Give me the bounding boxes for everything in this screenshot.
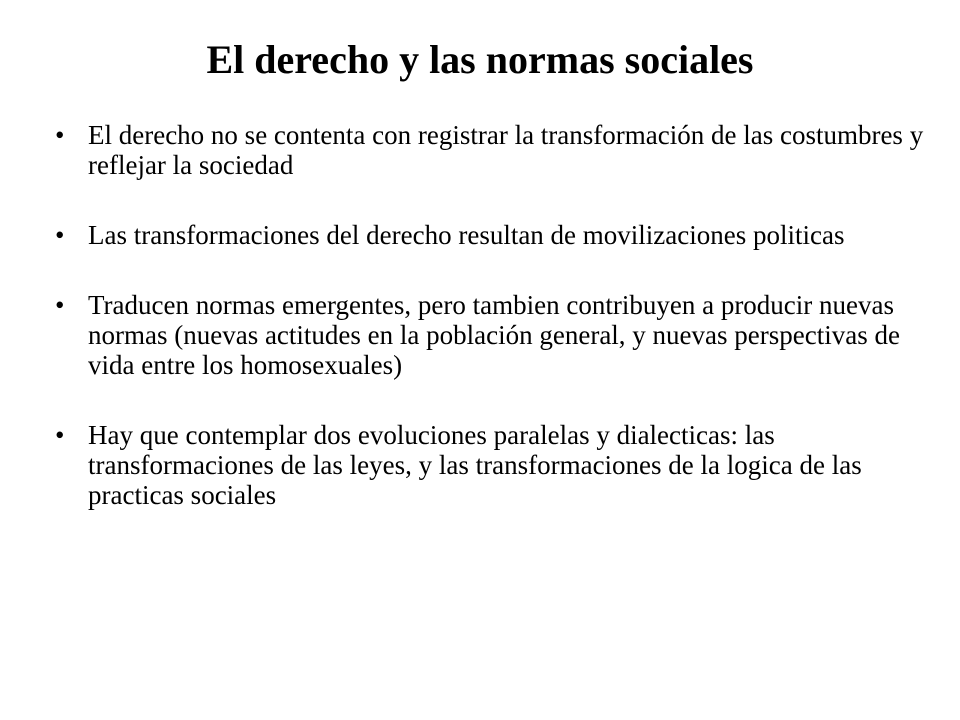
- bullet-text: Hay que contemplar dos evoluciones paralelas y dialecticas: las transformaciones de las leyes, y las transformaciones de la logica de las practicas sociales: [88, 420, 862, 510]
- bullet-marker: •: [55, 290, 65, 320]
- bullet-marker: •: [55, 420, 65, 450]
- bullet-list: [55, 120, 935, 550]
- bullet-item: [55, 420, 935, 510]
- bullet-marker: •: [55, 120, 65, 150]
- bullet-text: Las transformaciones del derecho resultan de movilizaciones politicas: [88, 220, 845, 250]
- slide-title: El derecho y las normas sociales: [206, 37, 754, 82]
- bullet-item: [55, 220, 935, 250]
- bullet-marker: •: [55, 220, 65, 250]
- bullet-text: El derecho no se contenta con registrar la transformación de las costumbres y reflejar la sociedad: [88, 120, 924, 180]
- bullet-item: [55, 290, 935, 380]
- bullet-text: Traducen normas emergentes, pero tambien contribuyen a producir nuevas normas (nuevas actitudes en la población general, y nuevas perspectivas de vida entre los homosexuales): [88, 290, 900, 380]
- bullet-item: [55, 120, 935, 180]
